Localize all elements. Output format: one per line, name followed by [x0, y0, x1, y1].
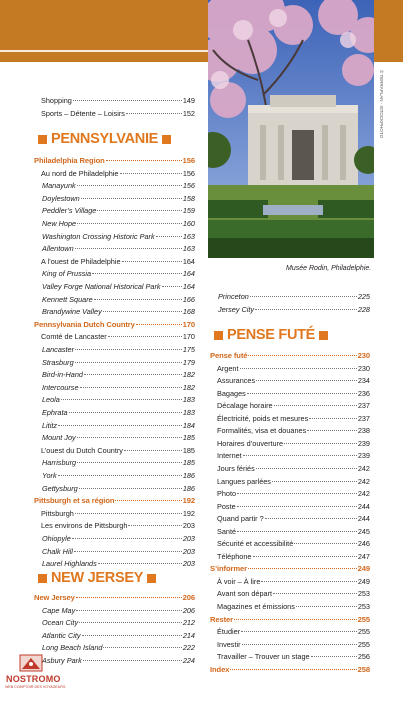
toc-leader-dots	[261, 581, 356, 582]
toc-entry	[217, 388, 370, 399]
toc-entry-page: 166	[182, 294, 195, 304]
toc-entry-page: 168	[182, 307, 195, 317]
toc-leader-dots	[61, 399, 182, 400]
toc-entry	[41, 108, 195, 119]
toc-leader-dots	[77, 223, 182, 224]
toc-leader-dots	[76, 610, 182, 611]
toc-entry-label: Étudier	[217, 627, 241, 637]
toc-entry	[210, 563, 370, 574]
toc-entry	[217, 526, 370, 537]
toc-entry-page: 239	[357, 438, 370, 448]
toc-entry-page: 206	[182, 605, 195, 615]
toc-entry-label: Poste	[217, 501, 236, 511]
toc-entry	[42, 193, 195, 204]
toc-entry-page: 160	[182, 219, 195, 228]
toc-leader-dots	[83, 660, 182, 661]
toc-leader-dots	[92, 273, 182, 274]
toc-entry-page: 255	[357, 639, 370, 649]
toc-leader-dots	[79, 622, 182, 623]
toc-leader-dots	[241, 631, 357, 632]
toc-leader-dots	[73, 100, 182, 101]
toc-entry-page: 212	[182, 618, 195, 628]
toc-entry	[217, 588, 370, 599]
toc-leader-dots	[58, 425, 182, 426]
toc-entry	[42, 558, 195, 569]
toc-leader-dots	[75, 248, 182, 249]
toc-entry-page: 242	[357, 489, 370, 499]
toc-entry	[41, 520, 195, 531]
toc-entry	[34, 495, 195, 506]
toc-entry-page: 237	[357, 401, 370, 411]
toc-entry-label: Long Beach Island	[42, 643, 103, 653]
toc-entry	[34, 592, 195, 603]
toc-entry-page: 158	[182, 193, 195, 203]
toc-entry	[217, 601, 370, 612]
toc-entry-label: Kennett Square	[42, 294, 93, 304]
toc-entry-page: 149	[182, 96, 195, 105]
toc-leader-dots	[253, 556, 357, 557]
toc-entry-page: 237	[357, 413, 370, 423]
toc-entry	[42, 470, 195, 481]
toc-leader-dots	[237, 506, 357, 507]
toc-entry-label: Shopping	[41, 96, 72, 105]
section-title-pense-fute: PENSE FUTÉ	[210, 327, 332, 343]
toc-leader-dots	[80, 387, 182, 388]
toc-entry-label: Formalités, visa et douanes	[217, 426, 307, 436]
toc-entry-page: 246	[357, 539, 370, 549]
toc-entry	[41, 168, 195, 179]
toc-entry	[42, 243, 195, 254]
toc-entry-label: King of Prussia	[42, 269, 92, 279]
toc-entry-label: Bagages	[217, 388, 246, 398]
toc-entry-label: Gettysburg	[42, 483, 78, 493]
toc-entry	[217, 501, 370, 512]
toc-entry-page: 230	[357, 363, 370, 373]
toc-entry-label: Téléphone	[217, 551, 252, 561]
toc-entry	[34, 155, 195, 166]
toc-entry	[42, 483, 195, 494]
toc-entry-page: 186	[182, 483, 195, 493]
toc-entry-page: 156	[182, 168, 195, 178]
toc-leader-dots	[115, 500, 181, 501]
toc-leader-dots	[126, 113, 182, 114]
toc-entry-page: 192	[182, 496, 195, 506]
toc-entry	[42, 617, 195, 628]
toc-leader-dots	[243, 455, 357, 456]
photo-illustration	[208, 0, 374, 258]
toc-leader-dots	[255, 309, 357, 310]
toc-entry	[41, 445, 195, 456]
toc-leader-dots	[273, 593, 357, 594]
toc-leader-dots	[108, 336, 182, 337]
toc-entry-page: 258	[357, 664, 370, 674]
toc-entry-label: Peddler’s Village	[42, 206, 97, 216]
toc-leader-dots	[103, 311, 182, 312]
toc-entry-label: Mount Joy	[42, 433, 76, 443]
toc-entry-page: 163	[182, 244, 195, 254]
toc-entry-page: 182	[182, 370, 195, 380]
toc-entry-page: 164	[182, 282, 195, 291]
toc-leader-dots	[272, 481, 357, 482]
section-title-new-jersey: NEW JERSEY	[34, 570, 160, 586]
toc-leader-dots	[284, 443, 357, 444]
toc-entry-page: 184	[182, 420, 195, 430]
toc-entry-page: 185	[182, 445, 195, 455]
toc-leader-dots	[247, 393, 357, 394]
header-band-right	[374, 0, 403, 62]
toc-entry-label: Doylestown	[42, 193, 80, 203]
toc-entry-label: Brandywine Valley	[42, 307, 102, 317]
toc-entry	[41, 331, 195, 342]
toc-entry-label: Bird-in-Hand	[42, 370, 83, 380]
toc-leader-dots	[77, 437, 182, 438]
toc-entry-page: 256	[357, 652, 370, 662]
toc-entry-label: Les environs de Pittsburgh	[41, 521, 128, 531]
toc-entry	[42, 420, 195, 431]
toc-entry-page: 225	[357, 292, 370, 301]
toc-entry	[210, 664, 370, 675]
toc-entry	[217, 488, 370, 499]
toc-entry	[42, 294, 195, 305]
toc-leader-dots	[75, 349, 182, 350]
toc-leader-dots	[274, 405, 357, 406]
toc-entry-label: Ocean City	[42, 618, 79, 628]
toc-entry	[217, 413, 370, 424]
toc-leader-dots	[234, 619, 357, 620]
toc-entry-page: 156	[182, 181, 195, 191]
toc-leader-dots	[75, 362, 182, 363]
toc-entry-label: Valley Forge National Historical Park	[42, 282, 161, 291]
toc-entry-page: 203	[182, 534, 195, 543]
toc-entry-label: Pennsylvania Dutch Country	[34, 319, 135, 329]
toc-entry-page: 214	[182, 630, 195, 640]
toc-entry-label: A l’ouest de Philadelphie	[41, 256, 121, 266]
toc-entry	[217, 375, 370, 386]
toc-entry-page: 244	[357, 501, 370, 511]
toc-entry-label: Lititz	[42, 420, 58, 430]
toc-entry-page: 183	[182, 408, 195, 417]
toc-entry	[217, 438, 370, 449]
toc-leader-dots	[240, 368, 357, 369]
toc-leader-dots	[122, 261, 182, 262]
toc-entry-page: 159	[182, 206, 195, 216]
musee-rodin-photo	[208, 0, 374, 258]
header-stripe	[0, 50, 208, 52]
toc-entry-label: L’ouest du Dutch Country	[41, 445, 123, 455]
toc-entry-label: Chalk Hill	[42, 546, 73, 556]
toc-entry-page: 203	[182, 521, 195, 531]
toc-entry-label: Quand partir ?	[217, 514, 264, 524]
toc-entry-label: Leola	[42, 395, 60, 405]
toc-entry-label: Jersey City	[218, 304, 255, 314]
toc-entry-page: 249	[357, 564, 370, 574]
toc-entry-page: 164	[182, 269, 195, 279]
toc-entry	[217, 551, 370, 562]
toc-entry-page: 242	[357, 476, 370, 486]
toc-leader-dots	[76, 597, 182, 598]
square-bullet-icon	[214, 331, 223, 340]
toc-entry	[42, 205, 195, 216]
toc-entry-label: Atlantic City	[42, 630, 81, 640]
toc-leader-dots	[120, 173, 182, 174]
toc-entry	[217, 513, 370, 524]
toc-entry-label: Photo	[217, 489, 237, 499]
toc-entry-label: Au nord de Philadelphie	[41, 168, 119, 178]
toc-leader-dots	[311, 656, 357, 657]
toc-entry-label: Washington Crossing Historic Park	[42, 231, 155, 241]
toc-leader-dots	[237, 531, 357, 532]
toc-entry-label: Ephrata	[42, 408, 68, 417]
toc-entry-label: Allentown	[42, 244, 74, 254]
toc-entry	[42, 281, 195, 292]
toc-leader-dots	[237, 493, 357, 494]
toc-leader-dots	[58, 475, 182, 476]
toc-entry	[42, 407, 195, 418]
toc-leader-dots	[296, 606, 357, 607]
photo-caption: Musée Rodin, Philadelphie.	[286, 265, 372, 272]
toc-entry-label: Avant son départ	[217, 589, 273, 599]
toc-entry	[42, 180, 195, 191]
toc-entry	[210, 614, 370, 625]
toc-leader-dots	[230, 669, 356, 670]
toc-entry-label: Comté de Lancaster	[41, 332, 107, 342]
toc-entry-page: 183	[182, 395, 195, 405]
toc-entry	[42, 642, 195, 653]
toc-entry	[42, 231, 195, 242]
photo-credit: © TERRAPLAN - ISTOCKPHOTO	[379, 70, 384, 139]
toc-entry	[42, 394, 195, 405]
toc-entry	[210, 350, 370, 361]
toc-entry	[41, 95, 195, 106]
toc-entry	[42, 268, 195, 279]
toc-entry-page: 230	[357, 351, 370, 360]
toc-leader-dots	[294, 543, 357, 544]
toc-leader-dots	[72, 538, 182, 539]
toc-entry-label: Assurances	[217, 376, 256, 386]
toc-entry-label: New Jersey	[34, 593, 75, 602]
toc-entry	[217, 576, 370, 587]
toc-leader-dots	[162, 286, 182, 287]
toc-entry-label: York	[42, 471, 57, 480]
toc-entry-page: 156	[182, 156, 195, 165]
toc-entry-page: 224	[182, 656, 195, 665]
toc-entry-page: 239	[357, 451, 370, 461]
toc-entry	[217, 463, 370, 474]
toc-entry	[218, 291, 370, 302]
toc-entry	[42, 357, 195, 368]
toc-leader-dots	[74, 551, 182, 552]
toc-leader-dots	[77, 462, 182, 463]
toc-entry-label: Asbury Park	[42, 656, 82, 665]
toc-entry-page: 249	[357, 576, 370, 586]
toc-leader-dots	[84, 374, 182, 375]
toc-leader-dots	[106, 160, 182, 161]
toc-entry-label: Magazines et émissions	[217, 602, 295, 611]
toc-entry-label: Électricité, poids et mesures	[217, 413, 309, 423]
toc-leader-dots	[82, 635, 182, 636]
square-bullet-icon	[38, 574, 47, 583]
toc-entry-label: Lancaster	[42, 345, 75, 354]
toc-leader-dots	[242, 644, 357, 645]
toc-entry-label: Manayunk	[42, 181, 76, 191]
toc-entry-page: 163	[182, 231, 195, 241]
toc-entry	[42, 533, 195, 544]
toc-entry	[42, 218, 195, 229]
toc-entry-page: 247	[357, 551, 370, 561]
toc-entry-label: Pittsburgh	[41, 508, 74, 518]
toc-entry-page: 253	[357, 589, 370, 599]
toc-entry-label: Strasburg	[42, 357, 74, 367]
toc-entry-label: Sports – Détente – Loisirs	[41, 108, 125, 118]
toc-entry-page: 234	[357, 376, 370, 386]
toc-leader-dots	[128, 525, 181, 526]
toc-leader-dots	[136, 324, 182, 325]
toc-entry-page: 175	[182, 345, 195, 354]
toc-entry-label: Décalage horaire	[217, 401, 273, 411]
toc-entry-label: Princeton	[218, 292, 249, 301]
toc-leader-dots	[256, 380, 357, 381]
toc-entry	[217, 425, 370, 436]
toc-entry-page: 182	[182, 382, 195, 392]
toc-entry-page: 203	[182, 546, 195, 556]
toc-entry	[217, 651, 370, 662]
toc-entry-label: À voir – À lire	[217, 576, 261, 586]
toc-leader-dots	[81, 198, 182, 199]
square-bullet-icon	[147, 574, 156, 583]
toc-entry-page: 255	[357, 614, 370, 624]
square-bullet-icon	[319, 331, 328, 340]
toc-leader-dots	[97, 210, 181, 211]
toc-entry	[217, 538, 370, 549]
toc-entry-page: 186	[182, 471, 195, 480]
toc-entry-label: Langues parlées	[217, 476, 271, 486]
toc-entry	[42, 546, 195, 557]
logo-name: NOSTROMO	[6, 674, 61, 684]
header-band-left	[0, 0, 208, 62]
toc-leader-dots	[250, 296, 357, 297]
toc-entry-page: 170	[182, 319, 195, 329]
toc-entry-page: 242	[357, 463, 370, 473]
toc-entry-label: Sécurité et accessibilité	[217, 539, 294, 549]
toc-entry	[42, 457, 195, 468]
toc-entry-label: Rester	[210, 614, 234, 624]
toc-entry	[42, 344, 195, 355]
toc-entry	[41, 508, 195, 519]
square-bullet-icon	[38, 135, 47, 144]
toc-entry	[217, 639, 370, 650]
toc-leader-dots	[75, 513, 182, 514]
nostromo-logo	[0, 653, 72, 696]
toc-entry-page: 228	[357, 304, 370, 314]
toc-entry-page: 203	[182, 559, 195, 569]
toc-entry-label: Harrisburg	[42, 458, 77, 468]
toc-leader-dots	[94, 299, 182, 300]
toc-entry-page: 236	[357, 388, 370, 398]
toc-entry-page: 245	[357, 526, 370, 536]
toc-entry-page: 164	[182, 256, 195, 266]
toc-entry-label: Jours fériés	[217, 463, 255, 473]
toc-leader-dots	[69, 412, 182, 413]
toc-entry	[42, 369, 195, 380]
toc-entry	[34, 319, 195, 330]
toc-entry-label: Ohiopyle	[42, 534, 71, 543]
logo-tagline: WEB COMPTOIR DES VOYAGEURS	[5, 685, 66, 689]
toc-entry	[42, 432, 195, 443]
toc-entry-label: Intercourse	[42, 382, 79, 392]
toc-entry-label: Cape May	[42, 605, 76, 615]
toc-leader-dots	[77, 185, 182, 186]
toc-entry	[42, 605, 195, 616]
toc-entry	[42, 382, 195, 393]
toc-leader-dots	[98, 563, 182, 564]
toc-entry-label: Laurel Highlands	[42, 559, 97, 569]
toc-entry	[42, 306, 195, 317]
toc-entry-page: 185	[182, 458, 195, 468]
toc-entry-label: Pittsburgh et sa région	[34, 496, 115, 506]
toc-entry	[41, 256, 195, 267]
toc-entry-label: New Hope	[42, 219, 77, 228]
toc-entry-page: 152	[182, 108, 195, 118]
toc-entry	[217, 626, 370, 637]
toc-entry-page: 185	[182, 433, 195, 443]
toc-entry-label: Index	[210, 664, 230, 674]
toc-leader-dots	[124, 450, 182, 451]
toc-entry	[218, 304, 370, 315]
toc-entry	[217, 450, 370, 461]
toc-entry-label: Santé	[217, 526, 237, 536]
toc-entry-label: Philadelphia Region	[34, 156, 105, 165]
toc-entry-page: 222	[182, 643, 195, 653]
toc-entry-label: Internet	[217, 451, 242, 461]
toc-entry-page: 206	[182, 593, 195, 602]
toc-entry-label: Horaires d’ouverture	[217, 438, 284, 448]
toc-entry-page: 170	[182, 332, 195, 342]
toc-entry	[42, 630, 195, 641]
toc-entry-page: 238	[357, 426, 370, 436]
toc-leader-dots	[79, 488, 182, 489]
square-bullet-icon	[162, 135, 171, 144]
toc-leader-dots	[248, 355, 356, 356]
section-title-pennsylvanie: PENNSYLVANIE	[34, 131, 175, 147]
toc-entry-page: 253	[357, 602, 370, 611]
toc-entry-page: 244	[357, 514, 370, 524]
toc-entry-page: 192	[182, 508, 195, 518]
toc-leader-dots	[309, 418, 357, 419]
toc-entry-page: 179	[182, 357, 195, 367]
toc-leader-dots	[248, 568, 357, 569]
toc-entry-page: 255	[357, 627, 370, 637]
toc-entry	[217, 363, 370, 374]
toc-entry	[217, 400, 370, 411]
toc-entry-label: S’informer	[210, 564, 247, 574]
toc-leader-dots	[307, 430, 357, 431]
toc-entry-label: Travailler – Trouver un stage	[217, 652, 310, 662]
toc-entry	[217, 476, 370, 487]
toc-entry-label: Pense futé	[210, 351, 248, 360]
toc-leader-dots	[256, 468, 357, 469]
toc-leader-dots	[156, 236, 182, 237]
toc-leader-dots	[103, 647, 181, 648]
toc-leader-dots	[265, 518, 357, 519]
toc-entry-label: Investir	[217, 639, 241, 649]
toc-entry-label: Argent	[217, 363, 239, 373]
